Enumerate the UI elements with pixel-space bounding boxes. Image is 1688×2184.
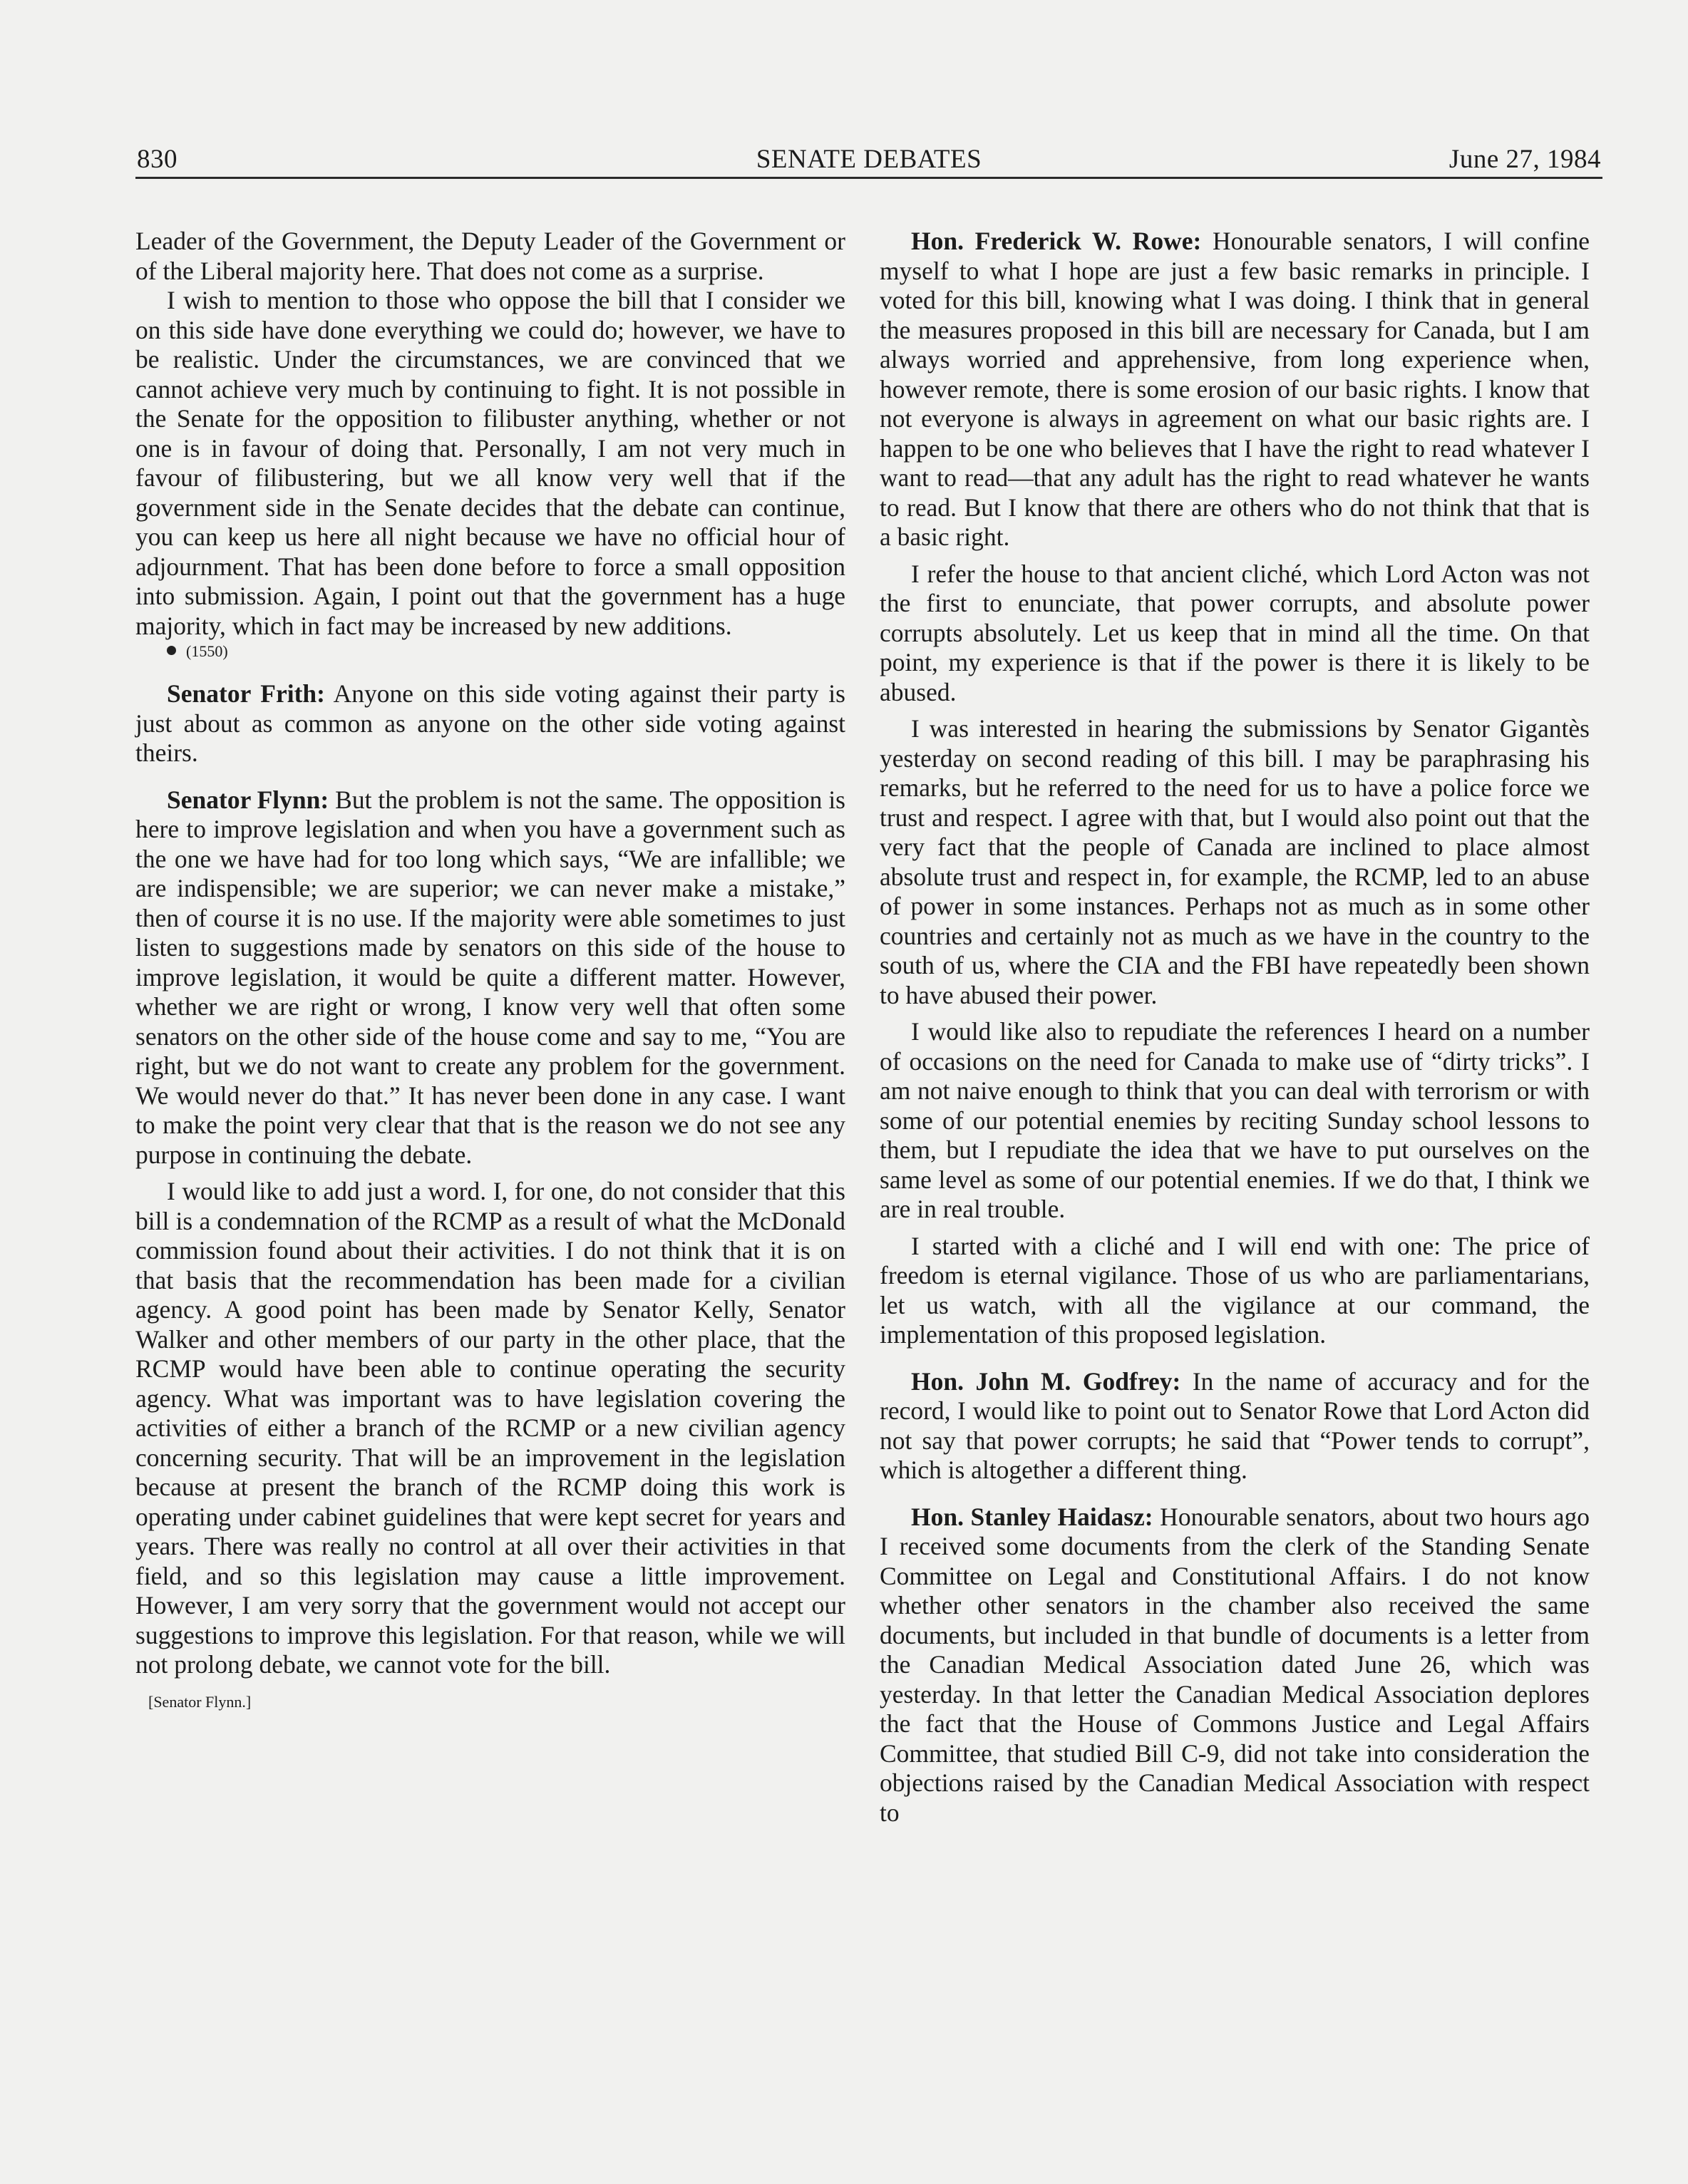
paragraph: I started with a cliché and I will end with one: The price of freedom is eternal vigilance. Those of us who are parliamentarians, let us watch, with all the vigilance at our command, the implementation of this proposed legislation.: [880, 1231, 1590, 1349]
speech: [880, 1503, 1590, 1828]
paragraph: I refer the house to that ancient cliché, which Lord Acton was not the first to enunciate, that power corrupts, and absolute power corrupts absolutely. Let us keep that in mind all the time. On that point, my experience is that if the power is there it is likely to be abused.: [880, 559, 1590, 706]
page-number: 830: [137, 145, 177, 174]
speech: [880, 227, 1590, 552]
speech-text: In the name of accuracy and for the record, I would like to point out to Senator Rowe that Lord Acton did not say that power corrupts; he said that “Power tends to corrupt”, which is altogether a different thing.: [880, 1366, 1590, 1484]
publication-date: June 27, 1984: [1448, 145, 1601, 174]
speaker-name: Hon. Stanley Haidasz:: [911, 1502, 1153, 1531]
page-header: [135, 144, 1602, 179]
speaker-name: Hon. John M. Godfrey:: [911, 1366, 1181, 1396]
speaker-name: Senator Flynn:: [167, 785, 329, 814]
left-column: [135, 227, 845, 1713]
speech-text: Anyone on this side voting against their party is just about as common as anyone on the other side voting against theirs.: [135, 679, 845, 767]
paragraph: I would like also to repudiate the references I heard on a number of occasions on the need for Canada to make use of “dirty tricks”. I am not naive enough to think that you can deal with terrorism or with some of our potential enemies by reciting Sunday school lessons to them, but I repudiate the idea that we have to put ourselves on the same level as some of our potential enemies. If we do that, I think we are in real trouble.: [880, 1017, 1590, 1223]
paragraph: I was interested in hearing the submissions by Senator Gigantès yesterday on second reading of this bill. I may be paraphrasing his remarks, but he referred to the need for us to have a police force we trust and respect. I agree with that, but I would also point out that the very fact that the people of Canada are inclined to place almost absolute trust and respect in, for example, the RCMP, led to an abuse of power in some instances. Perhaps not as much as in some other countries and certainly not as much as we have in the country to the south of us, where the CIA and the FBI have repeatedly been shown to have abused their power.: [880, 714, 1590, 1009]
paragraph: I would like to add just a word. I, for one, do not consider that this bill is a condemnation of the RCMP as a result of what the McDonald commission found about their activities. I do not think that it is on that basis that the recommendation has been made for a civilian agency. A good point has been made by Senator Kelly, Senator Walker and other members of our party in the other place, that the RCMP would have been able to continue operating the security agency. What was important was to have legislation covering the activities of either a branch of the RCMP or a new civilian agency concerning security. That will be an improvement in the legislation because at present the branch of the RCMP doing this work is operating under cabinet guidelines that were kept secret for years and years. There was really no control at all over their activities in that field, and so this legislation may cause a little improvement. However, I am very sorry that the government would not accept our suggestions to improve this legislation. For that reason, while we will not prolong debate, we cannot vote for the bill.: [135, 1177, 845, 1679]
speech: [135, 679, 845, 768]
bullet-icon: [167, 646, 176, 655]
publication-title: SENATE DEBATES: [756, 145, 982, 174]
speech-text: Honourable senators, I will confine myself to what I hope are just a few basic remarks in principle. I voted for this bill, knowing what I was doing. I think that in general the measures proposed in this bill are necessary for Canada, but I am always worried and apprehensive, from long experience when, however remote, there is some erosion of our basic rights. I know that not everyone is always in agreement on what our basic rights are. I happen to be one who believes that I have the right to read whatever I want to read—that any adult has the right to read whatever he wants to read. But I know that there are others who do not think that that is a basic right.: [880, 227, 1590, 551]
timestamp-marker: [135, 641, 845, 662]
right-column: [880, 227, 1590, 1828]
timestamp: (1550): [186, 642, 228, 660]
footer-note: [Senator Flynn.]: [148, 1692, 252, 1711]
speech-text: Honourable senators, about two hours ago I received some documents from the clerk of the Standing Senate Committee on Legal and Constitutional Affairs. I do not know whether other senators in the chamber also received the same documents, but included in that bundle of documents is a letter from the Canadian Medical Association dated June 26, which was yesterday. In that letter the Canadian Medical Association deplores the fact that the House of Commons Justice and Legal Affairs Committee, that studied Bill C-9, did not take into consideration the objections raised by the Canadian Medical Association with respect to: [880, 1502, 1590, 1827]
speech: [135, 785, 845, 1170]
speech: [880, 1367, 1590, 1485]
speaker-name: Hon. Frederick W. Rowe:: [911, 227, 1202, 255]
paragraph: Leader of the Government, the Deputy Leader of the Government or of the Liberal majority here. That does not come as a surprise.: [135, 227, 845, 285]
paragraph: I wish to mention to those who oppose the bill that I consider we on this side have done everything we could do; however, we have to be realistic. Under the circumstances, we are convinced that we cannot achieve very much by continuing to fight. It is not possible in the Senate for the opposition to filibuster anything, whether or not one is in favour of doing that. Personally, I am not very much in favour of filibustering, but we all know very well that if the government side in the Senate decides that the debate can continue, you can keep us here all night because we have no official hour of adjournment. That has been done before to force a small opposition into submission. Again, I point out that the government has a huge majority, which in fact may be increased by new additions.: [135, 286, 845, 640]
speech-text: But the problem is not the same. The opposition is here to improve legislation and when you have a government such as the one we have had for too long which says, “We are infallible; we are indispensible; we are superior; we can never make a mistake,” then of course it is no use. If the majority were able sometimes to just listen to suggestions made by senators on this side of the house to improve legislation, it would be quite a different matter. However, whether we are right or wrong, I know very well that often some senators on the other side of the house come and say to me, “You are right, but we do not want to create any problem for the government. We would never do that.” It has never been done in any case. I want to make the point very clear that that is the reason we do not see any purpose in continuing the debate.: [135, 785, 845, 1169]
speaker-name: Senator Frith:: [167, 679, 325, 708]
